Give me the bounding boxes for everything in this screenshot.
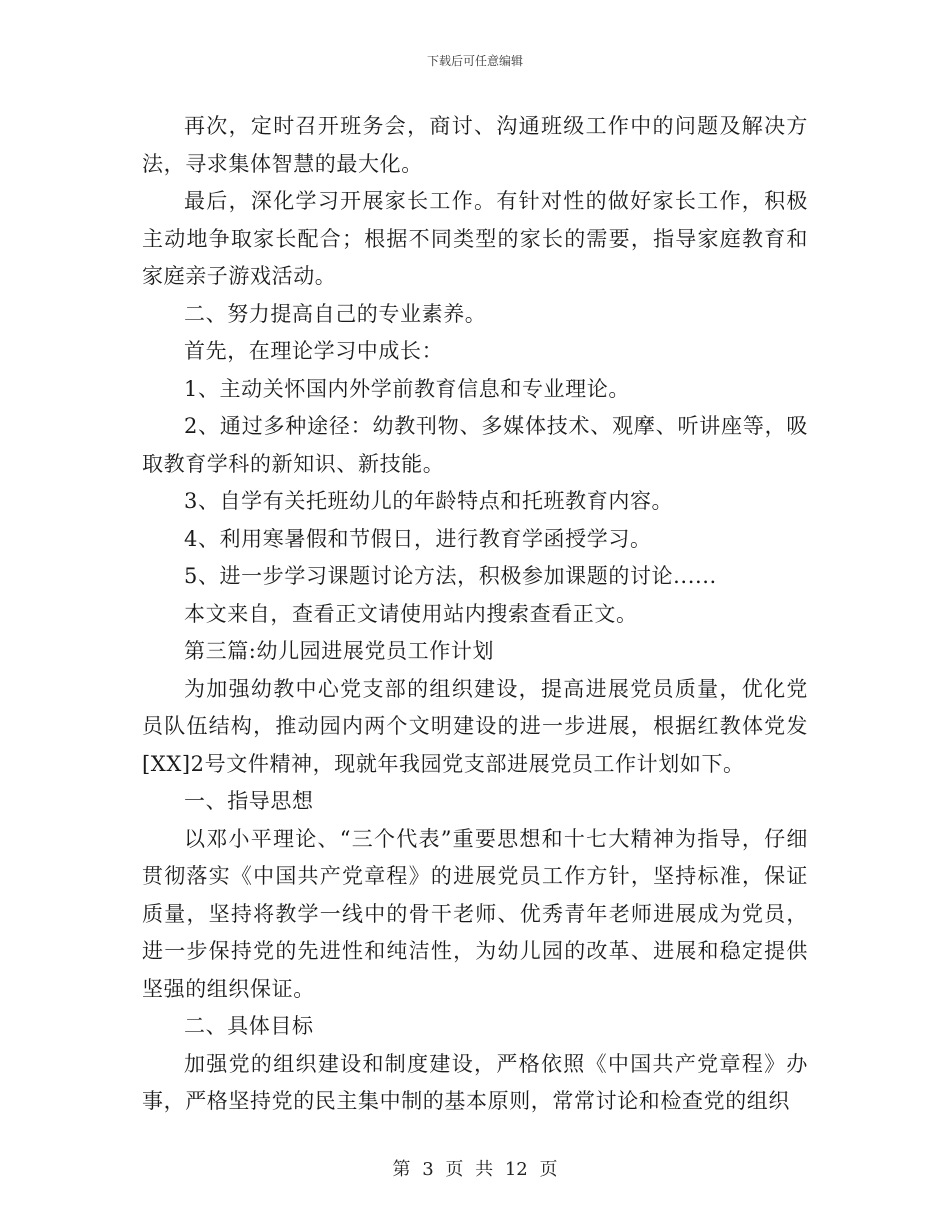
paragraph: 第三篇:幼儿园进展党员工作计划 [184, 639, 495, 663]
paragraph: 本文来自，查看正文请使用站内搜索查看正文。 [184, 601, 638, 626]
page-footer: 第 3 页 共 12 页 [392, 1159, 558, 1180]
paragraph: 二、具体目标 [184, 1014, 314, 1038]
paragraph: 再次，定时召开班务会，商讨、沟通班级工作中的问题及解决方法，寻求集体智慧的最大化。 [142, 114, 808, 176]
paragraph: 以邓小平理论、“三个代表”重要思想和十七大精神为指导，仔细贯彻落实《中国共产党章程》的进展党员工作方针，坚持标准，保证质量，坚持将教学一线中的骨干老师、优秀青年老师进展成为党员，进一步保持党的先进性和纯洁性，为幼儿园的改革、进展和稳定提供坚强的组织保证。 [142, 826, 808, 1001]
paragraph: 最后，深化学习开展家长工作。有针对性的做好家长工作，积极主动地争取家长配合；根据不同类型的家长的需要，指导家庭教育和家庭亲子游戏活动。 [142, 189, 808, 288]
paragraph: 加强党的组织建设和制度建设，严格依照《中国共产党章程》办事，严格坚持党的民主集中制的基本原则，常常讨论和检查党的组织 [142, 1051, 808, 1113]
paragraph: 3、自学有关托班幼儿的年龄特点和托班教育内容。 [184, 489, 674, 513]
page-header: 下载后可任意编辑 [426, 54, 523, 68]
paragraph: 4、利用寒暑假和节假日，进行教育学函授学习。 [184, 526, 652, 551]
paragraph: 一、指导思想 [184, 789, 314, 813]
document-body [142, 108, 808, 1121]
paragraph: 为加强幼教中心党支部的组织建设，提高进展党员质量，优化党员队伍结构，推动园内两个文明建设的进一步进展，根据红教体党发[XX]2号文件精神，现就年我园党支部进展党员工作计划如下。 [142, 676, 808, 776]
paragraph: 1、主动关怀国内外学前教育信息和专业理论。 [184, 376, 630, 401]
paragraph: 二、努力提高自己的专业素养。 [184, 301, 487, 326]
paragraph: 首先，在理论学习中成长： [184, 339, 444, 363]
paragraph: 5、进一步学习课题讨论方法，积极参加课题的讨论...... [184, 564, 717, 588]
paragraph: 2、通过多种途径：幼教刊物、多媒体技术、观摩、听讲座等，吸取教育学科的新知识、新技能。 [142, 414, 808, 476]
